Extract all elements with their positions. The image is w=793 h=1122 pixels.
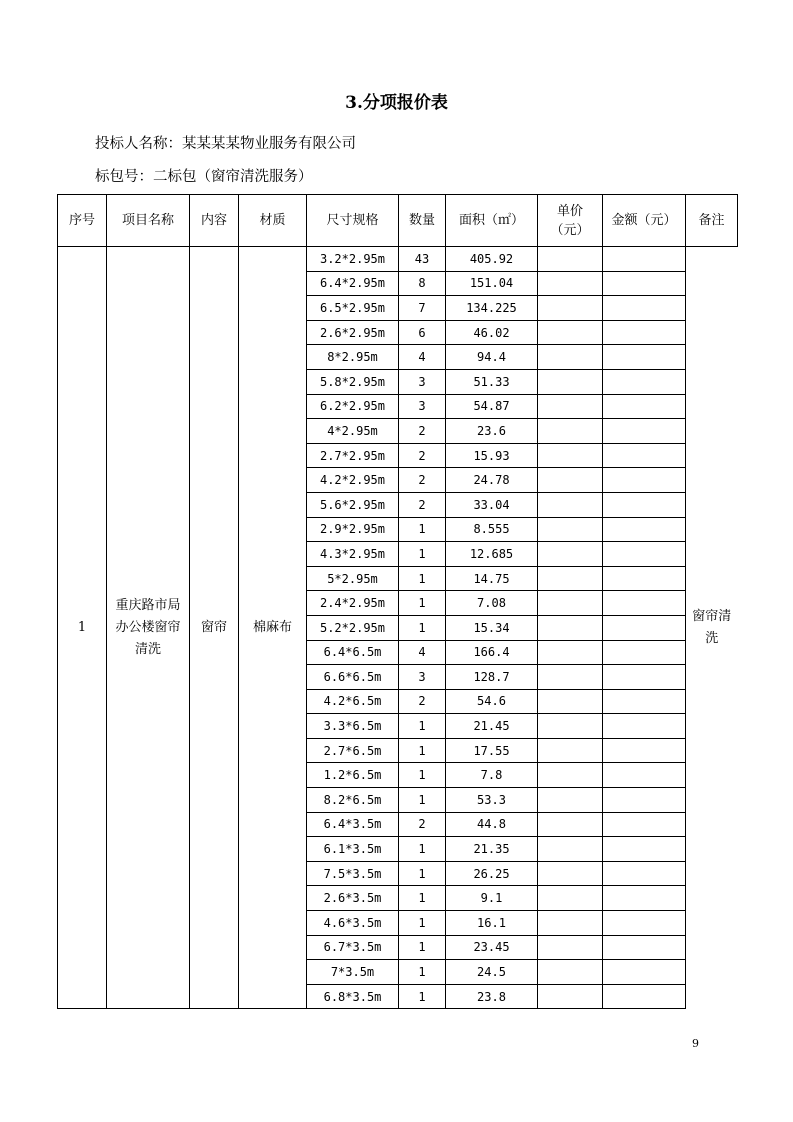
unit-price-cell — [538, 788, 603, 813]
size-cell: 6.2*2.95m — [307, 394, 399, 419]
amount-cell — [603, 443, 686, 468]
amount-cell — [603, 369, 686, 394]
amount-cell — [603, 640, 686, 665]
size-cell: 5.6*2.95m — [307, 492, 399, 517]
area-cell: 9.1 — [446, 886, 538, 911]
unit-price-cell — [538, 320, 603, 345]
header-content: 内容 — [190, 195, 239, 247]
area-cell: 151.04 — [446, 271, 538, 296]
amount-cell — [603, 566, 686, 591]
unit-price-cell — [538, 861, 603, 886]
page-number: 9 — [692, 1037, 699, 1050]
table-header-row — [58, 195, 738, 247]
unit-price-cell — [538, 517, 603, 542]
amount-cell — [603, 296, 686, 321]
amount-cell — [603, 394, 686, 419]
size-cell: 2.6*3.5m — [307, 886, 399, 911]
amount-cell — [603, 886, 686, 911]
unit-price-cell — [538, 296, 603, 321]
qty-cell: 1 — [399, 960, 446, 985]
area-cell: 54.6 — [446, 689, 538, 714]
area-cell: 14.75 — [446, 566, 538, 591]
area-cell: 51.33 — [446, 369, 538, 394]
group-name: 重庆路市局办公楼窗帘清洗 — [107, 247, 190, 1009]
amount-cell — [603, 271, 686, 296]
size-cell: 6.4*3.5m — [307, 812, 399, 837]
area-cell: 17.55 — [446, 738, 538, 763]
group-content: 窗帘 — [190, 247, 239, 1009]
size-cell: 5.8*2.95m — [307, 369, 399, 394]
qty-cell: 4 — [399, 345, 446, 370]
qty-cell: 1 — [399, 911, 446, 936]
qty-cell: 8 — [399, 271, 446, 296]
amount-cell — [603, 665, 686, 690]
area-cell: 15.93 — [446, 443, 538, 468]
amount-cell — [603, 468, 686, 493]
amount-cell — [603, 689, 686, 714]
size-cell: 6.8*3.5m — [307, 984, 399, 1009]
amount-cell — [603, 517, 686, 542]
header-area: 面积（㎡） — [446, 195, 538, 247]
unit-price-cell — [538, 812, 603, 837]
unit-price-cell — [538, 542, 603, 567]
amount-cell — [603, 542, 686, 567]
qty-cell: 2 — [399, 419, 446, 444]
size-cell: 6.1*3.5m — [307, 837, 399, 862]
area-cell: 7.08 — [446, 591, 538, 616]
unit-price-cell — [538, 837, 603, 862]
unit-price-cell — [538, 984, 603, 1009]
area-cell: 21.45 — [446, 714, 538, 739]
unit-price-cell — [538, 345, 603, 370]
area-cell: 405.92 — [446, 247, 538, 272]
area-cell: 23.8 — [446, 984, 538, 1009]
qty-cell: 2 — [399, 689, 446, 714]
area-cell: 23.6 — [446, 419, 538, 444]
qty-cell: 1 — [399, 542, 446, 567]
area-cell: 166.4 — [446, 640, 538, 665]
unit-price-cell — [538, 911, 603, 936]
qty-cell: 1 — [399, 886, 446, 911]
unit-price-cell — [538, 665, 603, 690]
unit-price-cell — [538, 419, 603, 444]
area-cell: 53.3 — [446, 788, 538, 813]
group-remark: 窗帘清洗 — [686, 247, 738, 1009]
qty-cell: 43 — [399, 247, 446, 272]
amount-cell — [603, 911, 686, 936]
unit-price-cell — [538, 394, 603, 419]
header-material: 材质 — [239, 195, 307, 247]
header-unit-price: 单价（元） — [538, 195, 603, 247]
unit-price-cell — [538, 935, 603, 960]
unit-price-cell — [538, 492, 603, 517]
qty-cell: 2 — [399, 468, 446, 493]
area-cell: 24.78 — [446, 468, 538, 493]
area-cell: 33.04 — [446, 492, 538, 517]
size-cell: 1.2*6.5m — [307, 763, 399, 788]
area-cell: 15.34 — [446, 615, 538, 640]
qty-cell: 1 — [399, 591, 446, 616]
table-body — [58, 247, 738, 1009]
unit-price-cell — [538, 640, 603, 665]
size-cell: 6.6*6.5m — [307, 665, 399, 690]
amount-cell — [603, 714, 686, 739]
size-cell: 6.7*3.5m — [307, 935, 399, 960]
header-seq: 序号 — [58, 195, 107, 247]
quote-table — [57, 194, 738, 1009]
qty-cell: 2 — [399, 492, 446, 517]
area-cell: 26.25 — [446, 861, 538, 886]
header-qty: 数量 — [399, 195, 446, 247]
qty-cell: 1 — [399, 935, 446, 960]
qty-cell: 1 — [399, 517, 446, 542]
area-cell: 8.555 — [446, 517, 538, 542]
area-cell: 23.45 — [446, 935, 538, 960]
size-cell: 7.5*3.5m — [307, 861, 399, 886]
header-remark: 备注 — [686, 195, 738, 247]
qty-cell: 1 — [399, 984, 446, 1009]
size-cell: 5*2.95m — [307, 566, 399, 591]
size-cell: 8*2.95m — [307, 345, 399, 370]
qty-cell: 3 — [399, 665, 446, 690]
table-row — [58, 247, 738, 272]
unit-price-cell — [538, 960, 603, 985]
size-cell: 2.7*6.5m — [307, 738, 399, 763]
amount-cell — [603, 419, 686, 444]
size-cell: 3.2*2.95m — [307, 247, 399, 272]
unit-price-cell — [538, 689, 603, 714]
qty-cell: 1 — [399, 837, 446, 862]
amount-cell — [603, 984, 686, 1009]
package-label: 标包号：二标包（窗帘清洗服务） — [95, 169, 313, 185]
unit-price-cell — [538, 714, 603, 739]
area-cell: 94.4 — [446, 345, 538, 370]
size-cell: 2.6*2.95m — [307, 320, 399, 345]
qty-cell: 2 — [399, 812, 446, 837]
group-seq: 1 — [58, 247, 107, 1009]
unit-price-cell — [538, 591, 603, 616]
amount-cell — [603, 812, 686, 837]
amount-cell — [603, 837, 686, 862]
amount-cell — [603, 738, 686, 763]
page-title: 3.分项报价表 — [345, 93, 448, 113]
qty-cell: 1 — [399, 788, 446, 813]
area-cell: 134.225 — [446, 296, 538, 321]
size-cell: 4.2*6.5m — [307, 689, 399, 714]
qty-cell: 2 — [399, 443, 446, 468]
size-cell: 2.9*2.95m — [307, 517, 399, 542]
size-cell: 4.2*2.95m — [307, 468, 399, 493]
size-cell: 5.2*2.95m — [307, 615, 399, 640]
qty-cell: 1 — [399, 763, 446, 788]
size-cell: 6.4*6.5m — [307, 640, 399, 665]
size-cell: 7*3.5m — [307, 960, 399, 985]
area-cell: 12.685 — [446, 542, 538, 567]
amount-cell — [603, 788, 686, 813]
amount-cell — [603, 861, 686, 886]
qty-cell: 1 — [399, 861, 446, 886]
size-cell: 3.3*6.5m — [307, 714, 399, 739]
area-cell: 7.8 — [446, 763, 538, 788]
area-cell: 46.02 — [446, 320, 538, 345]
amount-cell — [603, 345, 686, 370]
unit-price-cell — [538, 615, 603, 640]
size-cell: 4*2.95m — [307, 419, 399, 444]
unit-price-cell — [538, 443, 603, 468]
qty-cell: 6 — [399, 320, 446, 345]
header-size: 尺寸规格 — [307, 195, 399, 247]
unit-price-cell — [538, 886, 603, 911]
qty-cell: 3 — [399, 369, 446, 394]
qty-cell: 3 — [399, 394, 446, 419]
header-amount: 金额（元） — [603, 195, 686, 247]
qty-cell: 1 — [399, 566, 446, 591]
area-cell: 24.5 — [446, 960, 538, 985]
area-cell: 54.87 — [446, 394, 538, 419]
qty-cell: 1 — [399, 738, 446, 763]
bidder-name: 投标人名称：某某某某物业服务有限公司 — [95, 136, 356, 152]
amount-cell — [603, 615, 686, 640]
size-cell: 4.6*3.5m — [307, 911, 399, 936]
unit-price-cell — [538, 271, 603, 296]
qty-cell: 1 — [399, 714, 446, 739]
area-cell: 128.7 — [446, 665, 538, 690]
qty-cell: 1 — [399, 615, 446, 640]
size-cell: 6.5*2.95m — [307, 296, 399, 321]
unit-price-cell — [538, 369, 603, 394]
amount-cell — [603, 320, 686, 345]
amount-cell — [603, 492, 686, 517]
amount-cell — [603, 763, 686, 788]
amount-cell — [603, 247, 686, 272]
area-cell: 21.35 — [446, 837, 538, 862]
area-cell: 16.1 — [446, 911, 538, 936]
size-cell: 8.2*6.5m — [307, 788, 399, 813]
size-cell: 2.4*2.95m — [307, 591, 399, 616]
unit-price-cell — [538, 468, 603, 493]
unit-price-cell — [538, 763, 603, 788]
qty-cell: 4 — [399, 640, 446, 665]
amount-cell — [603, 960, 686, 985]
size-cell: 4.3*2.95m — [307, 542, 399, 567]
header-name: 项目名称 — [107, 195, 190, 247]
qty-cell: 7 — [399, 296, 446, 321]
size-cell: 2.7*2.95m — [307, 443, 399, 468]
unit-price-cell — [538, 738, 603, 763]
group-material: 棉麻布 — [239, 247, 307, 1009]
unit-price-cell — [538, 247, 603, 272]
amount-cell — [603, 591, 686, 616]
unit-price-cell — [538, 566, 603, 591]
size-cell: 6.4*2.95m — [307, 271, 399, 296]
area-cell: 44.8 — [446, 812, 538, 837]
amount-cell — [603, 935, 686, 960]
